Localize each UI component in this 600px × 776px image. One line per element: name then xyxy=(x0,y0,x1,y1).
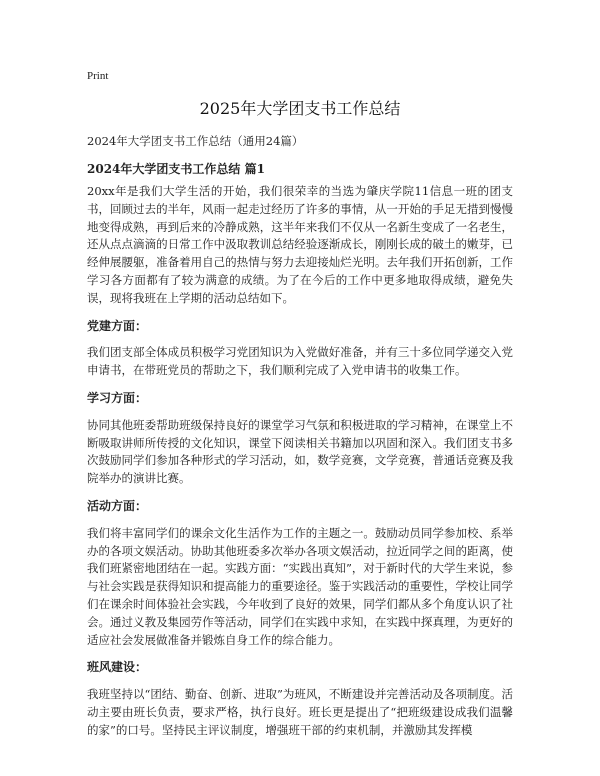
intro-paragraph: 20xx年是我们大学生活的开始，我们很荣幸的当选为肇庆学院11信息一班的团支书，回顾过去的半年，风雨一起走过经历了许多的事情，从一开始的手足无措到慢慢地变得成熟，再到后来的冷静成熟，这半年来我们不仅从一名新生变成了一名老生，还从点点滴滴的日常工作中汲取教训总结经验逐渐成长，刚刚长成的破土的嫩芽，已经伸展腰躯，准备着用自己的热情与努力去迎接灿烂光明。去年我们开拓创新，工作学习各方面都有了较为满意的成绩。为了在今后的工作中更多地取得成绩，避免失误，现将我班在上学期的活动总结如下。 xyxy=(87,184,513,305)
heading-study: 学习方面： xyxy=(87,390,148,405)
paragraph-class-culture: 我班坚持以“团结、勤奋、创新、进取”为班风，不断建设并完善活动及各项制度。活动主要由班长负责，要求严格，执行良好。班长更是提出了“把班级建设成我们温馨的家”的口号。坚持民主评议制度，增强班干部的约束机制，并激励其发挥模 xyxy=(87,687,513,737)
paragraph-study: 协同其他班委帮助班级保持良好的课堂学习气氛和积极进取的学习精神，在课堂上不断吸取讲师所传授的文化知识，课堂下阅读相关书籍加以巩固和深入。我们团支书多次鼓励同学们参加各种形式的学习活动，如，数学竞赛，文学竞赛，普通话竞赛及我院举办的演讲比赛。 xyxy=(87,417,513,486)
paragraph-party-building: 我们团支部全体成员积极学习党团知识为入党做好准备，并有三十多位同学递交入党申请书，在带班党员的帮助之下，我们顺利完成了入党申请书的收集工作。 xyxy=(87,345,513,378)
heading-activities: 活动方面： xyxy=(87,498,148,513)
document-title: 2025年大学团支书工作总结 xyxy=(199,99,401,118)
print-label: Print xyxy=(87,70,109,82)
heading-party-building: 党建方面： xyxy=(87,318,148,333)
section-title: 2024年大学团支书工作总结 篇1 xyxy=(87,162,265,176)
document-subtitle: 2024年大学团支书工作总结（通用24篇） xyxy=(87,134,304,148)
document-body xyxy=(87,183,513,750)
heading-class-culture: 班风建设： xyxy=(87,660,148,675)
paragraph-activities: 我们将丰富同学们的课余文化生活作为工作的主题之一。鼓励动员同学参加校、系举办的各项文娱活动。协助其他班委多次举办各项文娱活动，拉近同学之间的距离，使我们班紧密地团结在一起。实践方面：“实践出真知”，对于新时代的大学生来说，参与社会实践是获得知识和提高能力的重要途径。鉴于实践活动的重要性，学校让同学们在课余时间体验社会实践，今年收到了良好的效果，同学们都从多个角度认识了社会。通过义教及集园劳作等活动，同学们在实践中求知，在实践中探真理，为更好的适应社会发展做准备并锻炼自身工作的综合能力。 xyxy=(87,525,513,647)
